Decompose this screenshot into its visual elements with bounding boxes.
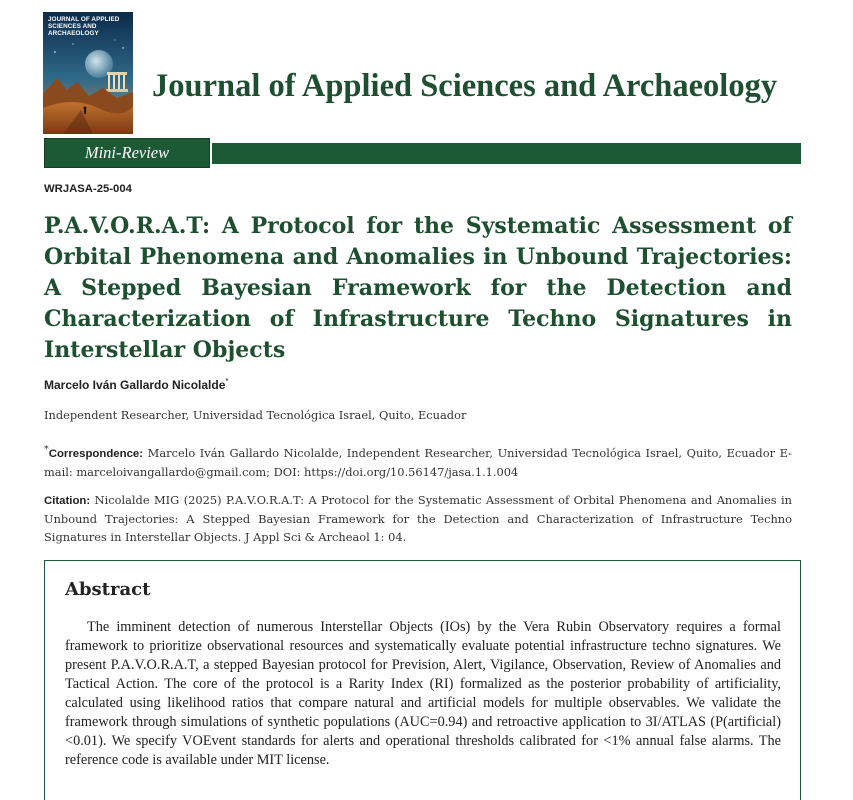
abstract-text: The imminent detection of numerous Interstellar Objects (IOs) by the Vera Rubin Observatory requires a formal framework to prioritize observational resources and systematically evaluate potential infrastructure techno signatures. We present P.A.V.O.R.A.T, a stepped Bayesian protocol for Prevision, Alert, Vigilance, Observation, Review of Anomalies and Tactical Action. The core of the protocol is a Rarity Index (RI) formalized as the posterior probability of artificiality, calculated using likelihood ratios that compare natural and artificial models for multiple observables. We validate the framework through simulations of synthetic populations (AUC=0.94) and retroactive application to 3I/ATLAS (P(artificial) <0.01). We specify VOEvent standards for alerts and operational thresholds calibrated for <1% annual false alarms. The reference code is available under MIT license.: [65, 619, 781, 768]
correspondence-label: Correspondence:: [48, 447, 144, 460]
citation-label: Citation:: [44, 495, 91, 507]
journal-cover-image: [43, 12, 133, 134]
citation: [44, 491, 792, 546]
correspondence-text: Marcelo Iván Gallardo Nicolalde, Independent Researcher, Universidad Tecnológica Israel, Quito, Ecuador E-mail: marceloivangallardo@gmail.com; DOI: https://doi.org/10.56147/jasa.1.1.004: [44, 445, 792, 479]
abstract-box: [44, 560, 801, 800]
cover-journal-title: JOURNAL OF APPLIED SCIENCES AND ARCHAEOLOGY: [48, 16, 120, 38]
header-band: [212, 143, 801, 164]
author-mark: *: [225, 377, 229, 386]
correspondence: [44, 441, 792, 481]
citation-text: Nicolalde MIG (2025) P.A.V.O.R.A.T: A Protocol for the Systematic Assessment of Orbital Phenomena and Anomalies in Unbound Trajectories: A Stepped Bayesian Framework for the Detection and Characterization of Infrastructure Techno Signatures in Interstellar Objects. J Appl Sci & Archeaol 1: 04.: [44, 493, 792, 544]
abstract-heading: Abstract: [65, 579, 151, 600]
article-title: P.A.V.O.R.A.T: A Protocol for the Systematic Assessment of Orbital Phenomena and Anomalies in Unbound Trajectories: A Stepped Bayesian Framework for the Detection and Characterization of Infrastructure Techno Signatures in Interstellar Objects: [44, 213, 792, 363]
article-id: WRJASA-25-004: [44, 183, 132, 195]
correspondence-mark: *: [44, 444, 49, 455]
article-type-badge: Mini-Review: [44, 138, 210, 168]
author-line: [44, 377, 229, 392]
author-name: Marcelo Iván Gallardo Nicolalde: [44, 378, 226, 392]
author-affiliation: Independent Researcher, Universidad Tecnológica Israel, Quito, Ecuador: [44, 408, 467, 422]
journal-name: Journal of Applied Sciences and Archaeology: [152, 68, 778, 104]
